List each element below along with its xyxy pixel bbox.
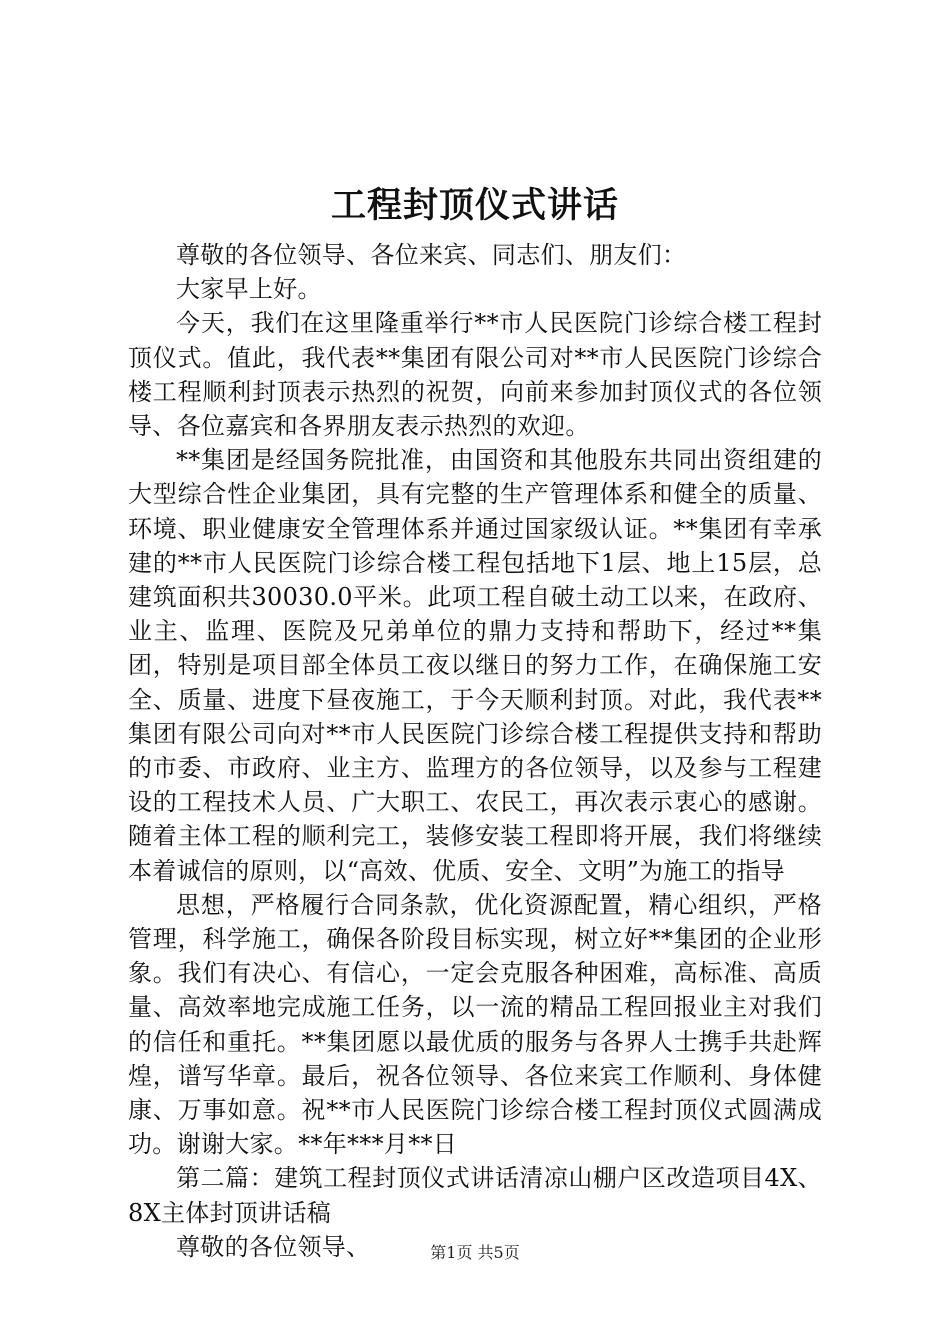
closing-paragraph: 思想，严格履行合同条款，优化资源配置，精心组织，严格管理，科学施工，确保各阶段目标实现，树立好**集团的企业形象。我们有决心、有信心，一定会克服各种困难，高标准、高质量、高效率地完成施工任务，以一流的精品工程回报业主对我们的信任和重托。**集团愿以最优质的服务与各界人士携手共赴辉煌，谱写华章。最后，祝各位领导、各位来宾工作顺利、身体健康、万事如意。祝**市人民医院门诊综合楼工程封顶仪式圆满成功。谢谢大家。**年***月**日 xyxy=(128,890,822,1159)
page-number-footer: 第1页 共5页 xyxy=(430,1243,520,1262)
opening-paragraph: 今天，我们在这里隆重举行**市人民医院门诊综合楼工程封顶仪式。值此，我代表**集团有限公司对**市人民医院门诊综合楼工程顺利封顶表示热烈的祝贺，向前来参加封顶仪式的各位领导、各位嘉宾和各界朋友表示热烈的欢迎。 xyxy=(128,309,822,441)
greeting-paragraph: 大家早上好。 xyxy=(176,275,322,304)
second-article-salutation: 尊敬的各位领导、 xyxy=(176,1232,371,1261)
second-article-heading: 第二篇：建筑工程封顶仪式讲话清凉山棚户区改造项目4X、8X主体封顶讲话稿 xyxy=(128,1164,822,1227)
company-intro-paragraph: **集团是经国务院批准，由国资和其他股东共同出资组建的大型综合性企业集团，具有完整的生产管理体系和健全的质量、环境、职业健康安全管理体系并通过国家级认证。**集团有幸承建的**市人民医院门诊综合楼工程包括地下1层、地上15层，总建筑面积共30030.0平米。此项工程自破土动工以来，在政府、业主、监理、医院及兄弟单位的鼎力支持和帮助下，经过**集团，特别是项目部全体员工夜以继日的努力工作，在确保施工安全、质量、进度下昼夜施工，于今天顺利封顶。对此，我代表**集团有限公司向对**市人民医院门诊综合楼工程提供支持和帮助的市委、市政府、业主方、监理方的各位领导，以及参与工程建设的工程技术人员、广大职工、农民工，再次表示衷心的感谢。随着主体工程的顺利完工，装修安装工程即将开展，我们将继续本着诚信的原则，以“高效、优质、安全、文明”为施工的指导 xyxy=(128,446,822,885)
salutation-paragraph: 尊敬的各位领导、各位来宾、同志们、朋友们： xyxy=(176,241,687,269)
document-body xyxy=(128,238,822,1264)
document-title: 工程封顶仪式讲话 xyxy=(330,186,619,226)
